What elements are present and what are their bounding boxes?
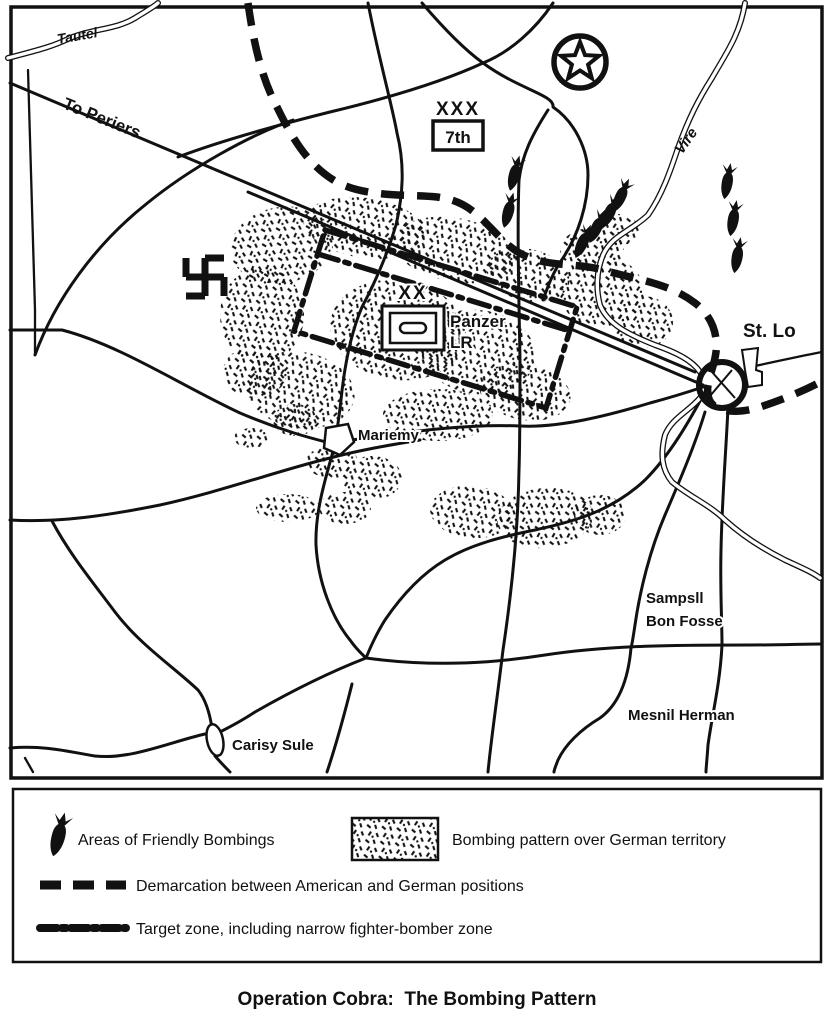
legend-label-friendly-bombings: Areas of Friendly Bombings xyxy=(78,832,275,849)
legend-label-bombing-pattern: Bombing pattern over German territory xyxy=(452,832,726,849)
place-label-sampsll-1: Sampsll xyxy=(646,590,704,607)
place-label-mariemy: Mariemy xyxy=(358,427,419,444)
armor-oval-icon xyxy=(400,323,426,333)
place-label-st-lo: St. Lo xyxy=(743,321,796,342)
legend-label-target-zone: Target zone, including narrow fighter-bomber zone xyxy=(136,921,493,938)
corps-echelon-label: XXX xyxy=(435,99,481,120)
division-name-label-2: LR xyxy=(450,333,473,352)
river-label-tautel: Tautel xyxy=(55,24,99,47)
division-name-label-1: Panzer xyxy=(450,312,506,331)
place-label-mesnil-herman: Mesnil Herman xyxy=(628,707,735,724)
corps-name-label: 7th xyxy=(445,128,471,147)
place-label-carisy-sule: Carisy Sule xyxy=(232,737,314,754)
map-title: Operation Cobra: The Bombing Pattern xyxy=(237,989,597,1010)
star-circle-icon xyxy=(554,36,606,88)
river-label-vire: Vire xyxy=(671,124,702,158)
legend-label-demarcation: Demarcation between American and German positions xyxy=(136,878,524,895)
place-label-sampsll-2: Bon Fosse xyxy=(646,613,723,630)
road-label-to-periers: To Periers xyxy=(60,94,144,143)
allied-corps-marker xyxy=(433,99,483,150)
division-echelon-label: XX xyxy=(398,283,428,304)
stipple-swatch xyxy=(352,818,438,860)
legend xyxy=(13,789,821,962)
